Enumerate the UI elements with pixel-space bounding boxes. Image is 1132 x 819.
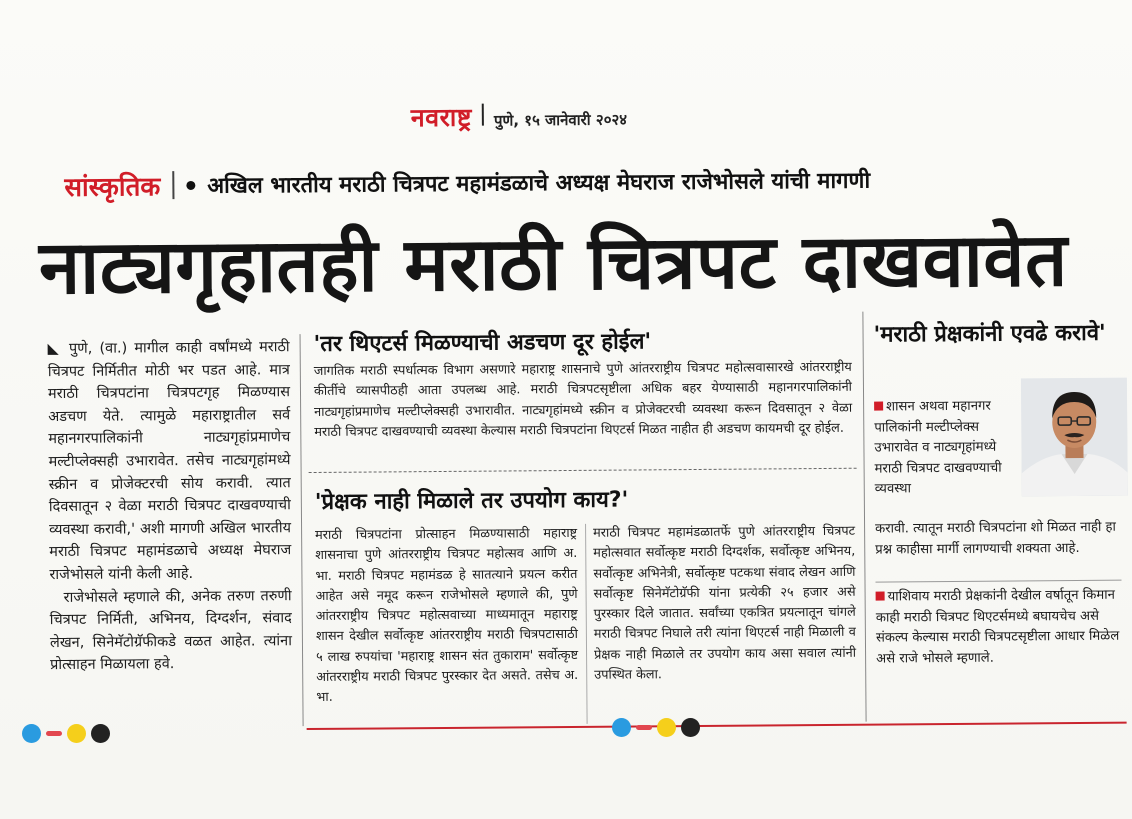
sidebar-title: 'मराठी प्रेक्षकांनी एवढे करावे': [873, 320, 1106, 348]
red-bullet-icon: [876, 592, 885, 601]
sidebar-point1-text: शासन अथवा महानगर पालिकांनी मल्टीप्लेक्स उभारावेत व नाट्यगृहांमध्ये मराठी चित्रपट दाखवण्याची व्यवस्था: [874, 398, 1002, 497]
column-divider-right: [862, 312, 866, 722]
section-divider: [309, 468, 857, 473]
black-dot-icon: [91, 724, 110, 743]
newspaper-clipping: [5, 10, 1129, 775]
sidebar-point1-rest: करावी. त्यातून मराठी चित्रपटांना शो मिळत नाही हा प्रश्न काहीसा मार्गी लागण्याची शक्यता आहे.: [875, 519, 1117, 558]
sidebar-point1-short: [874, 396, 1015, 500]
portrait-image: [1021, 378, 1128, 497]
masthead: [411, 99, 627, 137]
person-photo: [1021, 378, 1128, 497]
section1-body: जागतिक मराठी स्पर्धात्मक विभाग असणारे महाराष्ट्र शासनाचे पुणे आंतरराष्ट्रीय चित्रपट महोत्सवासारखे आंतरराष्ट्रीय कीर्तीचे व्यासपीठही आता उपलब्ध आहे. मराठी चित्रपटसृष्टीला अधिक बहर येण्यासाठी महानगरपालिकांनी नाट्यगृहांप्रमाणेच मल्टीप्लेक्सही उभारावीत. नाट्यगृहांमध्ये स्क्रीन व प्रोजेक्टरची व्यवस्था करून दिवसातून २ वेळा मराठी चित्रपट दाखवण्याची व्यवस्था केल्यास मराठी चित्रपटांना थिएटर्स मिळत नाहीत ही अडचण कायमची दूर होईल.: [313, 359, 853, 440]
sidebar-divider: [875, 580, 1121, 583]
bullet-dot-icon: [186, 180, 195, 189]
yellow-dot-icon: [67, 724, 86, 743]
cyan-dot-icon: [22, 724, 41, 743]
section-label: सांस्कृतिक: [64, 172, 161, 203]
color-registration-marks-left: [22, 724, 110, 743]
main-headline: नाट्यगृहातही मराठी चित्रपट दाखवावेत: [38, 217, 1069, 312]
section2-col2: मराठी चित्रपट महामंडळातर्फे पुणे आंतरराष्ट्रीय चित्रपट महोत्सवात सर्वोत्कृष्ट मराठी दिग्दर्शक, सर्वोत्कृष्ट अभिनय, सर्वोत्कृष्ट अभिनेत्री, सर्वोत्कृष्ट पटकथा संवाद लेखन आणि सर्वोत्कृष्ट सिनेमॅटोग्रॅफी यांना प्रत्येकी २५ हजार असे पुरस्कार दिले जातात. सर्वांच्या एकत्रित प्रयत्नातून चांगले मराठी चित्रपट निघाले तरी त्यांना थिएटर्स नाही मिळाली व प्रेक्षक नाही मिळाले तर उपयोग काय असा सवाल त्यांनी उपस्थित केला.: [593, 523, 857, 683]
magenta-dash-icon: [636, 725, 652, 730]
magenta-dash-icon: [46, 731, 62, 736]
bottom-red-rule: [307, 722, 1127, 730]
section1-title: 'तर थिएटर्स मिळण्याची अडचण दूर होईल': [313, 329, 652, 357]
section2-col1: मराठी चित्रपटांना प्रोत्साहन मिळण्यासाठी महाराष्ट्र शासनाचा पुणे आंतरराष्ट्रीय चित्रपट महोत्सव आणि अ. भा. मराठी चित्रपट महामंडळ हे सातत्याने प्रयत्न करीत आहेत असे नमूद करून राजेभोसले म्हणाले की, पुणे आंतरराष्ट्रीय चित्रपट महोत्सवाच्या माध्यमातून महाराष्ट्र शासन देखील सर्वोत्कृष्ट आंतरराष्ट्रीय मराठी चित्रपटासाठी ५ लाख रुपयांचा 'महाराष्ट्र शासन संत तुकाराम' सर्वोत्कृष्ट आंतरराष्ट्रीय मराठी चित्रपट पुरस्कार देत असते. तसेच अ. भा.: [315, 525, 579, 706]
black-dot-icon: [681, 718, 700, 737]
newspaper-name: नवराष्ट्र: [410, 102, 473, 133]
kicker-text: अखिल भारतीय मराठी चित्रपट महामंडळाचे अध्यक्ष मेघराज राजेभोसले यांची मागणी: [207, 168, 871, 199]
column-divider-left: [300, 334, 304, 726]
section2-title: 'प्रेक्षक नाही मिळाले तर उपयोग काय?': [314, 487, 629, 515]
cyan-dot-icon: [612, 718, 631, 737]
sidebar-point2-text: याशिवाय मराठी प्रेक्षकांनी देखील वर्षातून किमान काही मराठी चित्रपट थिएटर्समध्ये बघायचेच असे संकल्प केल्यास मराठी चित्रपटसृष्टीला आधार मिळेल असे राजे भोसले म्हणाले.: [875, 587, 1120, 667]
column-divider-mid: [585, 524, 588, 724]
kicker-row: [64, 158, 1114, 206]
kicker-divider: [172, 171, 174, 199]
masthead-divider: [482, 104, 484, 126]
yellow-dot-icon: [657, 718, 676, 737]
color-registration-marks-right: [612, 718, 700, 737]
second-paragraph: राजेभोसले म्हणाले की, अनेक तरुण तरुणी चित्रपट निर्मिती, अभिनय, दिग्दर्शन, संवाद लेखन, सिनेमॅटोग्रॅफीकडे वळत आहेत. त्यांना प्रोत्साहन मिळायला हवे.: [49, 587, 293, 674]
sidebar-point2: [876, 586, 1127, 670]
lead-paragraph: ◣ पुणे, (वा.) मागील काही वर्षांमध्ये मराठी चित्रपट निर्मितीत मोठी भर पडत आहे. मात्र मराठी चित्रपटांना चित्रपटगृह मिळण्यास अडचण येते. त्यामुळे महाराष्ट्रातील सर्व महानगरपालिकांनी नाट्यगृहांप्रमाणेच मल्टीप्लेक्सही उभारावेत. तसेच नाट्यगृहांमध्ये स्क्रीन व प्रोजेक्टरची सोय करावी. त्यात दिवसातून २ वेळा मराठी चित्रपट दाखवण्याची व्यवस्था करावी,' अशी मागणी अखिल भारतीय मराठी चित्रपट महामंडळाचे अध्यक्ष मेघराज राजेभोसले यांनी केली आहे.: [47, 339, 292, 584]
red-bullet-icon: [874, 402, 883, 411]
left-column: [48, 336, 293, 677]
lead-text: पुणे, (वा.) मागील काही वर्षांमध्ये मराठी चित्रपट निर्मितीत मोठी भर पडत आहे. मात्र मराठी चित्रपटांना चित्रपटगृह मिळण्यास अडचण येते. त्यामुळे महाराष्ट्रातील सर्व महानगरपालिकांनी नाट्यगृहांप्रमाणेच मल्टीप्लेक्सही उभारावेत. तसेच नाट्यगृहांमध्ये स्क्रीन व प्रोजेक्टरची सोय करावी. त्यात दिवसातून २ वेळा मराठी चित्रपट दाखवण्याची व्यवस्था करावी,' अशी मागणी अखिल भारतीय मराठी चित्रपट महामंडळाचे अध्यक्ष मेघराज राजेभोसले यांनी केली आहे.: [47, 339, 292, 584]
dateline: पुणे, १५ जानेवारी २०२४: [493, 110, 628, 130]
